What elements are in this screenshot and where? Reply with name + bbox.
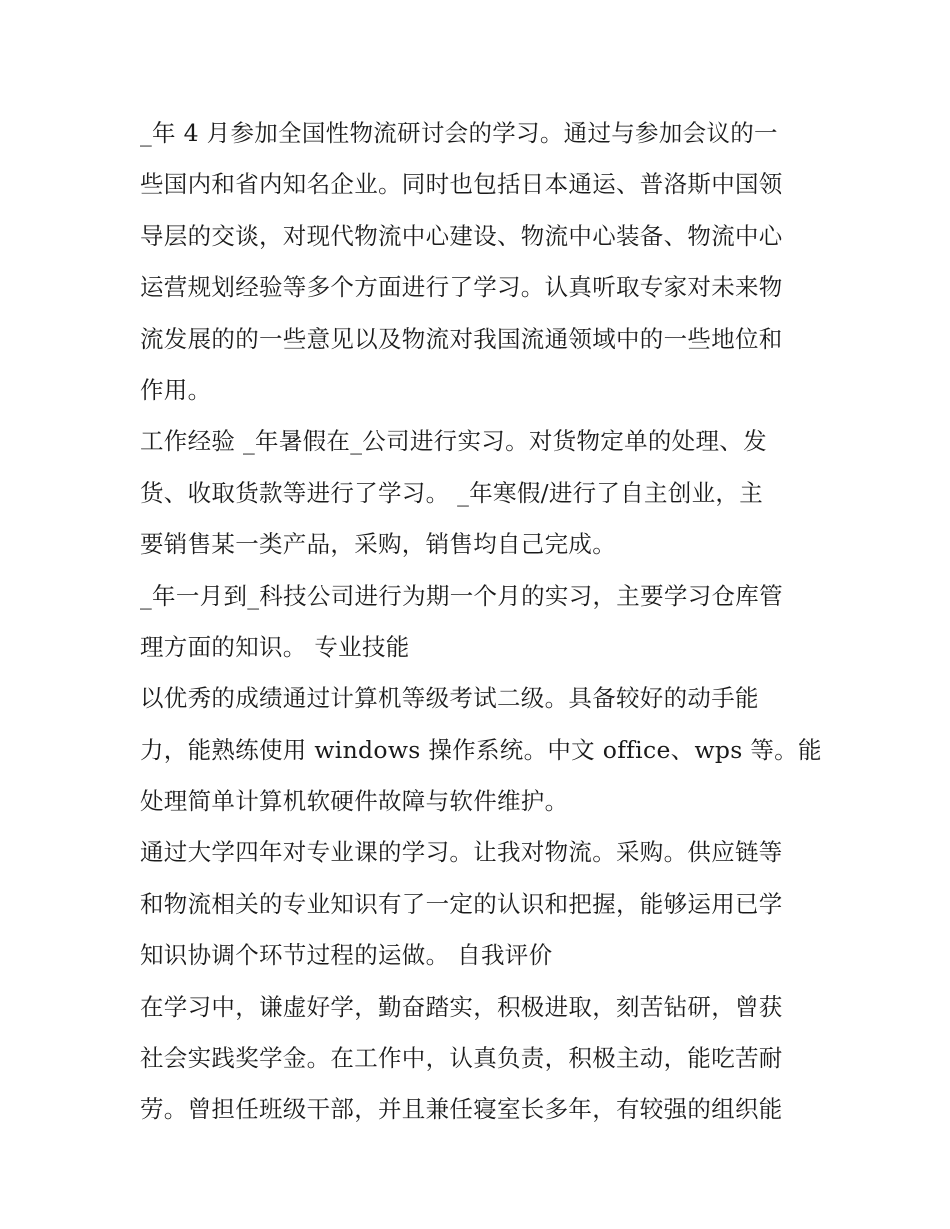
text-line: 理方面的知识。 专业技能: [140, 632, 410, 661]
text-line: 以优秀的成绩通过计算机等级考试二级。具备较好的动手能: [140, 684, 759, 713]
text-line: 知识协调个环节过程的运做。 自我评价: [140, 941, 553, 970]
text-line: 货、收取货款等进行了学习。 _年寒假/进行了自主创业，主: [140, 478, 764, 507]
text-line: 运营规划经验等多个方面进行了学习。认真听取专家对未来物: [140, 273, 783, 302]
text-line: 导层的交谈，对现代物流中心建设、物流中心装备、物流中心: [140, 221, 783, 250]
text-line: _年 4 月参加全国性物流研讨会的学习。通过与参加会议的一: [140, 119, 778, 147]
text-line: 些国内和省内知名企业。同时也包括日本通运、普洛斯中国领: [140, 170, 783, 199]
document-body: [140, 108, 820, 1136]
text-line: 劳。曾担任班级干部，并且兼任寝室长多年，有较强的组织能: [140, 1095, 783, 1124]
text-line: 和物流相关的专业知识有了一定的认识和把握，能够运用已学: [140, 889, 783, 918]
text-line: 通过大学四年对专业课的学习。让我对物流。采购。供应链等: [140, 838, 783, 867]
text-line: 在学习中，谦虚好学，勤奋踏实，积极进取，刻苦钻研，曾获: [140, 992, 783, 1021]
text-line: 处理简单计算机软硬件故障与软件维护。: [140, 787, 569, 816]
text-line: 作用。: [140, 375, 212, 404]
text-line: 要销售某一类产品，采购，销售均自己完成。: [140, 530, 616, 559]
text-line: _年一月到_科技公司进行为期一个月的实习，主要学习仓库管: [140, 581, 783, 610]
text-line: 力，能熟练使用 windows 操作系统。中文 office、wps 等。能: [140, 735, 822, 764]
text-line: 流发展的的一些意见以及物流对我国流通领域中的一些地位和: [140, 324, 783, 353]
text-line: 社会实践奖学金。在工作中，认真负责，积极主动，能吃苦耐: [140, 1044, 783, 1073]
text-line: 工作经验 _年暑假在_公司进行实习。对货物定单的处理、发: [140, 427, 767, 456]
